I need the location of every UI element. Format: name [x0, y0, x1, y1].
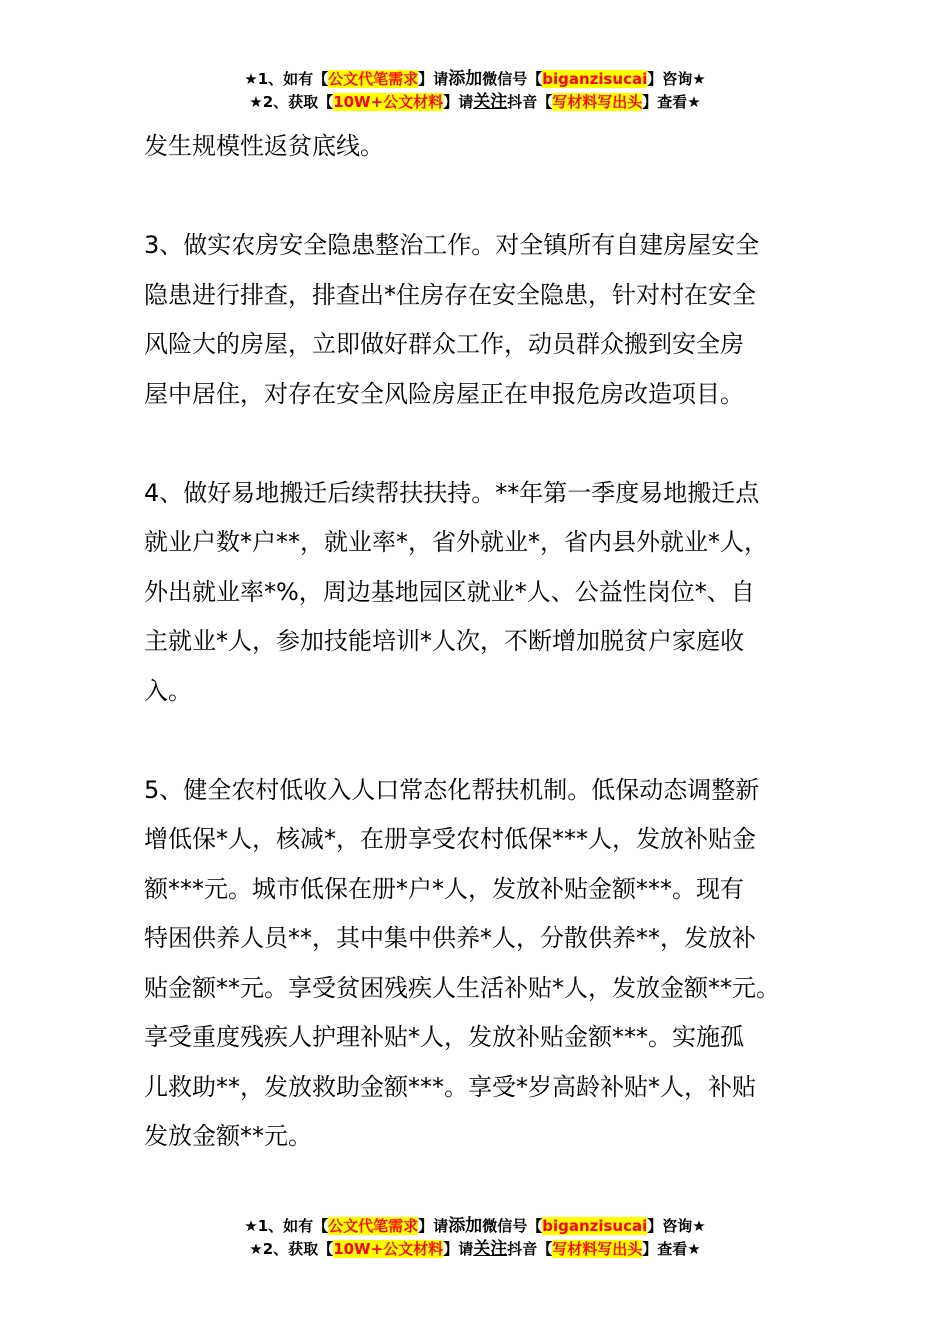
- promo-text: 】请: [443, 1240, 474, 1258]
- promo-text: 】咨询★: [647, 70, 706, 88]
- promo-emphasis: 关注: [473, 92, 508, 112]
- promo-text: ★1、如有【: [244, 1217, 329, 1235]
- promo-line-1: [0, 68, 950, 91]
- promo-text: 】查看★: [642, 1240, 701, 1258]
- promo-highlight: 10W+公文材料: [333, 1240, 444, 1258]
- document-body: [144, 122, 844, 1162]
- promo-highlight: 公文代笔需求: [328, 70, 419, 88]
- promo-text: 】查看★: [642, 93, 701, 111]
- promo-emphasis: 添加: [448, 1216, 483, 1236]
- footer-promo-banner: [0, 1215, 950, 1261]
- promo-highlight: biganzisucai: [542, 70, 648, 88]
- promo-emphasis: 关注: [473, 1239, 508, 1259]
- promo-text: 微信号【: [482, 1217, 543, 1235]
- paragraph-gap: [144, 716, 844, 766]
- promo-highlight: 公文代笔需求: [328, 1217, 419, 1235]
- paragraph-gap: [144, 419, 844, 469]
- promo-line-2: [0, 1238, 950, 1261]
- header-promo-banner: [0, 68, 950, 114]
- promo-text: 抖音【: [507, 93, 553, 111]
- promo-text: ★2、获取【: [249, 93, 334, 111]
- promo-text: ★1、如有【: [244, 70, 329, 88]
- promo-line-1: [0, 1215, 950, 1238]
- promo-text: 抖音【: [507, 1240, 553, 1258]
- promo-text: 】请: [418, 70, 449, 88]
- promo-text: 】请: [418, 1217, 449, 1235]
- promo-line-2: [0, 91, 950, 114]
- promo-highlight: 写材料写出头: [552, 1240, 643, 1258]
- promo-text: 】请: [443, 93, 474, 111]
- promo-highlight: 10W+公文材料: [333, 93, 444, 111]
- promo-text: ★2、获取【: [249, 1240, 334, 1258]
- promo-text: 】咨询★: [647, 1217, 706, 1235]
- paragraph: 发生规模性返贫底线。: [144, 132, 384, 160]
- promo-highlight: biganzisucai: [542, 1217, 648, 1235]
- promo-emphasis: 添加: [448, 69, 483, 89]
- paragraph: 3、做实农房安全隐患整治工作。对全镇所有自建房屋安全 隐患进行排查，排查出*住房存在安全隐患，针对村在安全 风险大的房屋，立即做好群众工作，动员群众搬到安全房 屋中居住，对存在安全风险房屋正在申报危房改造项目。: [144, 231, 760, 408]
- paragraph: 4、做好易地搬迁后续帮扶扶持。**年第一季度易地搬迁点 就业户数*户**，就业率*，省外就业*，省内县外就业*人， 外出就业率*%，周边基地园区就业*人、公益性岗位*、自 主就业*人，参加技能培训*人次，不断增加脱贫户家庭收 入。: [144, 478, 768, 705]
- paragraph-gap: [144, 172, 844, 222]
- promo-text: 微信号【: [482, 70, 543, 88]
- paragraph: 5、健全农村低收入人口常态化帮扶机制。低保动态调整新 增低保*人，核减*，在册享受农村低保***人，发放补贴金 额***元。城市低保在册*户*人，发放补贴金额***。现有 特困供养人员**，其中集中供养*人，分散供养**，发放补 贴金额**元。享受贫困残疾人生活补贴*人，发放金额**元。 享受重度残疾人护理补贴*人，发放补贴金额***。实施孤 儿救助**，发放救助金额***。享受*岁高龄补贴*人，补贴 发放金额**元。: [144, 775, 780, 1150]
- promo-highlight: 写材料写出头: [552, 93, 643, 111]
